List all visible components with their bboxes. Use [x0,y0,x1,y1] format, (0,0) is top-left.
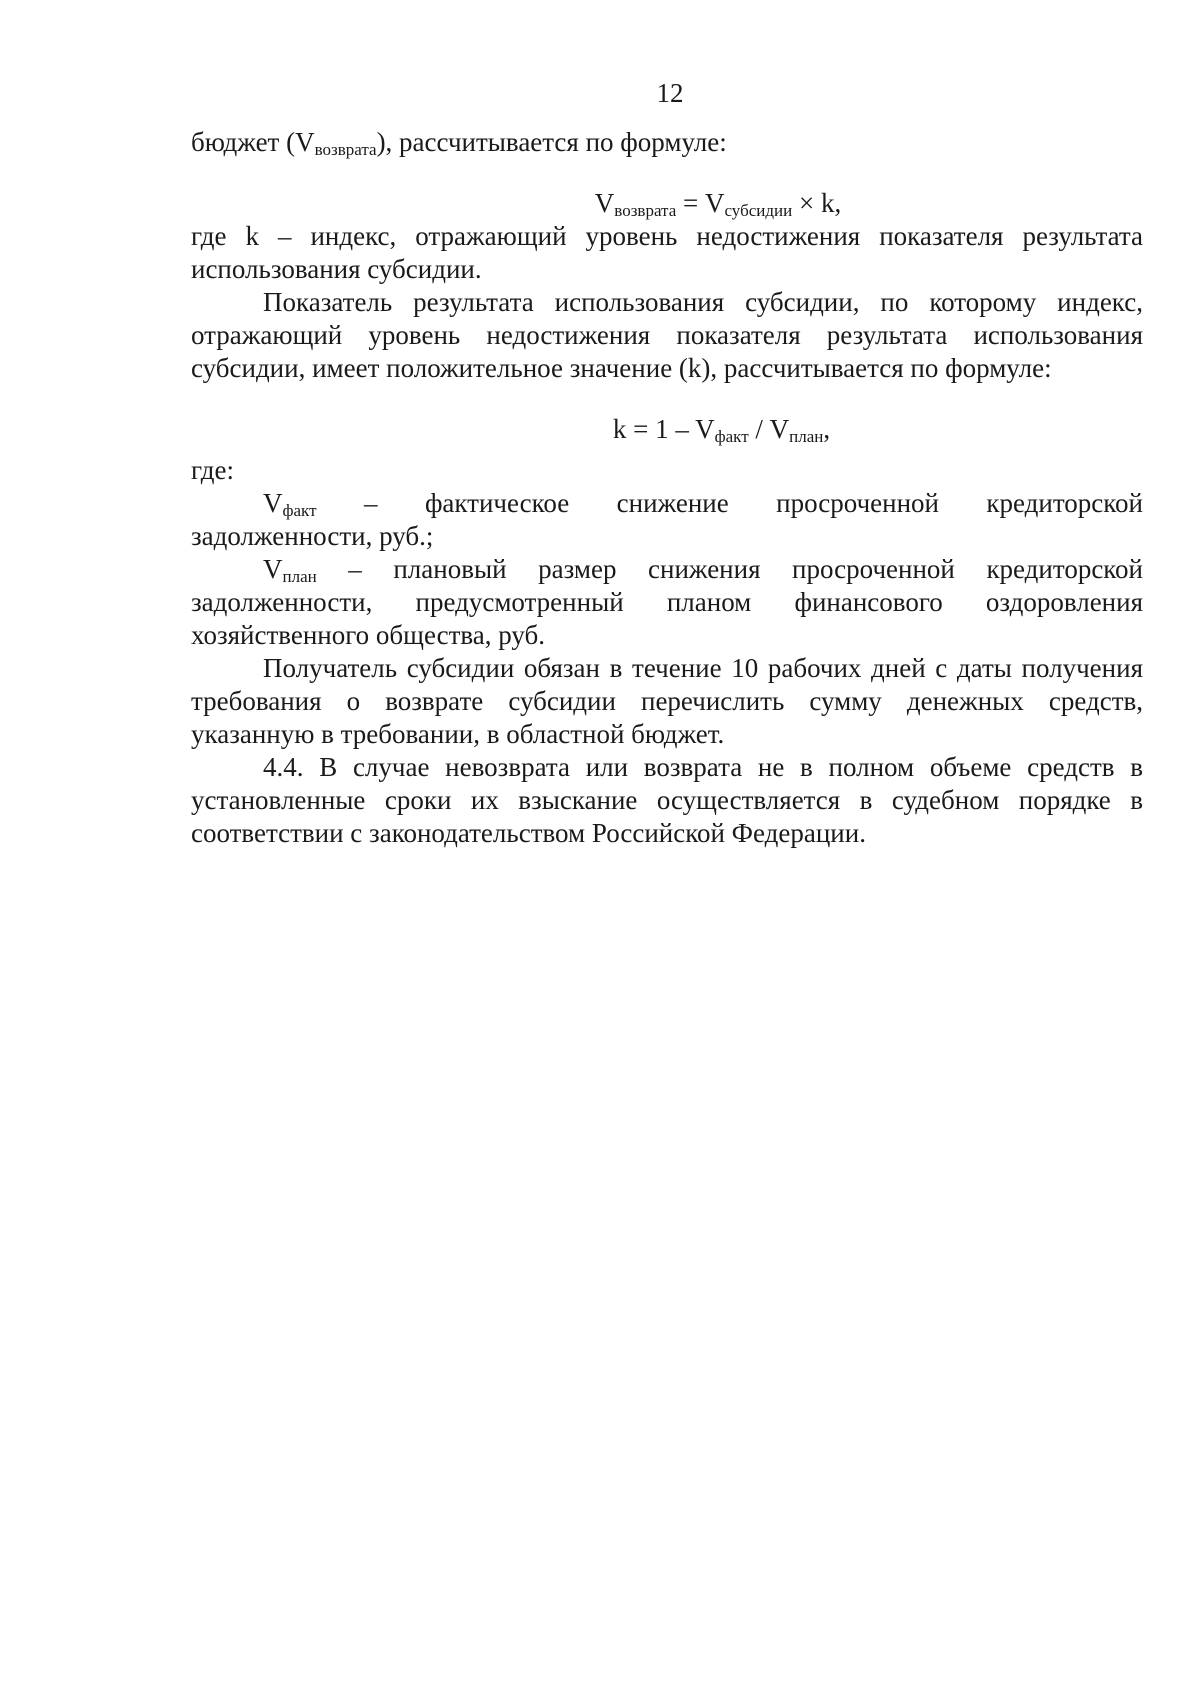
where-label: где: [191,455,234,485]
def-plan-v: V [263,554,283,584]
formula2-head: k = 1 – V [612,414,715,444]
where-k-paragraph: где k – индекс, отражающий уровень недостижения показателя результата использования субсидии. [191,221,1143,284]
definition-fact-continuation: задолженности, руб.; [191,521,434,551]
formula1-rhs-subscript: субсидии [724,201,793,220]
indicator-paragraph: Показатель результата использования субсидии, по которому индекс, отражающий уровень недостижения показателя результата использования субсидии, имеет положительное значение (k), рассчитывается по формуле: [191,287,1143,383]
page-number: 12 [656,78,684,108]
formula1-eq: = V [676,188,725,218]
document-body [191,126,1143,850]
intro-line [191,126,1143,159]
intro-text-before: бюджет (V [191,127,315,157]
intro-text-after: ), рассчитывается по формуле: [376,127,727,157]
def-fact-subscript: факт [282,501,317,520]
formula1-tail: × k, [792,188,842,218]
definition-plan [191,553,1143,652]
formula2-tail: , [823,414,831,444]
formula-return-amount [191,187,1143,220]
def-fact-text: – фактическое снижение просроченной кредиторской [316,488,1143,518]
formula2-mid: / V [748,414,790,444]
formula1-lhs-subscript: возврата [614,201,677,220]
recipient-paragraph: Получатель субсидии обязан в течение 10 рабочих дней с даты получения требования о возврате субсидии перечислить сумму денежных средств, указанную в требовании, в областной бюджет. [191,653,1143,749]
formula-k-index [191,413,1143,446]
section-4-4-paragraph: 4.4. В случае невозврата или возврата не в полном объеме средств в установленные сроки их взыскание осуществляется в судебном порядке в соответствии с законодательством Российской Федерации. [191,752,1143,848]
def-plan-subscript: план [282,567,317,586]
definition-fact-line [191,487,1143,520]
formula1-lhs: V [594,188,615,218]
intro-subscript: возврата [314,140,377,159]
def-fact-v: V [263,488,283,518]
def-plan-text: – плановый размер снижения просроченной кредиторской задолженности, предусмотренный планом финансового оздоровления хозяйственного общества, руб. [191,554,1143,650]
formula2-subscript-fact: факт [714,427,749,446]
formula2-subscript-plan: план [789,427,824,446]
